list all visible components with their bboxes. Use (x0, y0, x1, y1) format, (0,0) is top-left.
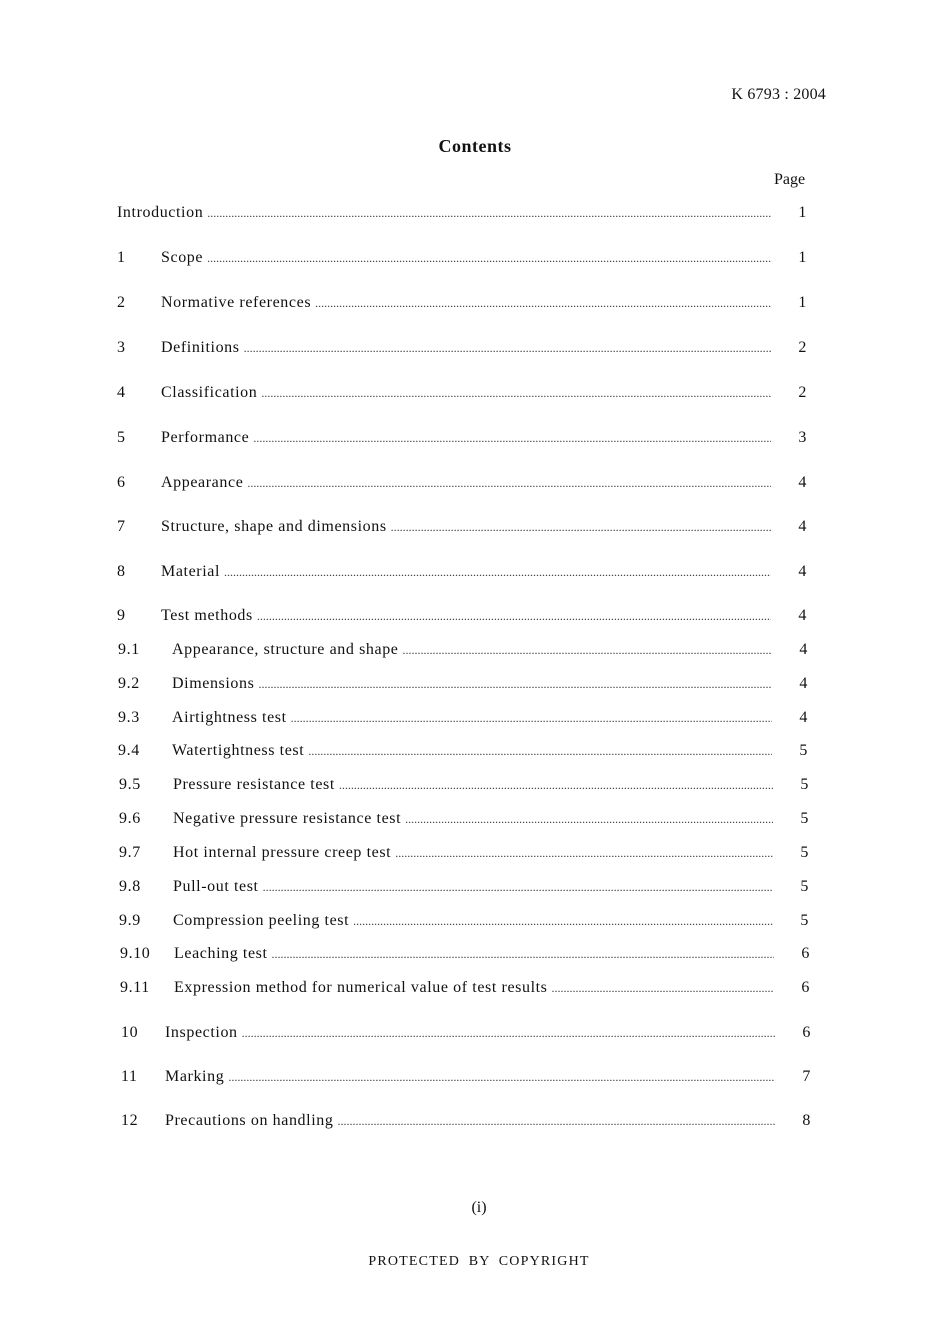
toc-entry-number: 9.11 (120, 979, 150, 996)
toc-entry-number: 9.5 (119, 776, 141, 793)
leader-dots (207, 247, 771, 269)
toc-entry-title: Performance (161, 429, 250, 446)
page-column-heading: Page (774, 171, 806, 188)
leader-dots (258, 673, 772, 695)
toc-entry-number: 9.1 (118, 641, 140, 658)
leader-dots (353, 910, 773, 932)
toc-entry-title: Precautions on handling (165, 1112, 334, 1129)
toc-entry-number: 1 (117, 249, 126, 266)
toc-entry-number: 10 (121, 1024, 139, 1041)
toc-entry-title: Leaching test (174, 945, 268, 962)
toc-entry (117, 561, 807, 583)
page-title: Contents (438, 136, 512, 156)
toc-entry-number: 8 (117, 563, 126, 580)
toc-entry-title: Marking (165, 1068, 225, 1085)
toc-entry-page: 4 (799, 641, 808, 658)
leader-dots (224, 561, 771, 583)
toc-entry-number: 9.6 (119, 810, 141, 827)
toc-entry-title: Test methods (161, 607, 253, 624)
toc-entry-page: 8 (802, 1112, 811, 1129)
toc-entry-title: Scope (161, 249, 204, 266)
toc-entry-number: 11 (121, 1068, 138, 1085)
leader-dots (257, 605, 771, 627)
toc-entry-number: 9.9 (119, 912, 141, 929)
toc-entry-page: 5 (800, 844, 809, 861)
toc-entry-title: Watertightness test (172, 742, 305, 759)
toc-entry-number: 9.7 (119, 844, 141, 861)
toc-entry-page: 7 (802, 1068, 811, 1085)
toc-entry-title: Definitions (161, 339, 240, 356)
toc-entry (117, 247, 807, 269)
leader-dots (308, 740, 772, 762)
toc-entry (120, 977, 810, 999)
toc-entry-page: 6 (802, 1024, 811, 1041)
toc-entry-number: 2 (117, 294, 126, 311)
toc-entry-number: 6 (117, 474, 126, 491)
toc-entry-number: 4 (117, 384, 126, 401)
toc-entry-page: 5 (800, 810, 809, 827)
toc-entry-title: Dimensions (172, 675, 255, 692)
toc-entry-page: 2 (798, 384, 807, 401)
toc-entry-page: 5 (800, 776, 809, 793)
toc-entry-title: Introduction (117, 204, 204, 221)
leader-dots (405, 808, 773, 830)
toc-entry (119, 808, 809, 830)
toc-entry-title: Expression method for numerical value of test results (174, 979, 548, 996)
leader-dots (391, 516, 771, 538)
toc-entry-page: 1 (798, 204, 807, 221)
toc-entry (117, 472, 807, 494)
toc-entry-number: 12 (121, 1112, 139, 1129)
toc-entry (118, 673, 808, 695)
leader-dots (253, 427, 771, 449)
toc-entry-page: 5 (799, 742, 808, 759)
toc-entry-title: Pull-out test (173, 878, 259, 895)
toc-entry (117, 427, 807, 449)
toc-entry-page: 4 (798, 563, 807, 580)
toc-entry-number: 9.8 (119, 878, 141, 895)
toc-entry-title: Appearance, structure and shape (172, 641, 399, 658)
leader-dots (291, 707, 772, 729)
toc-entry-page: 1 (798, 249, 807, 266)
toc-entry-number: 7 (117, 518, 126, 535)
leader-dots (552, 977, 775, 999)
toc-entry-title: Airtightness test (172, 709, 287, 726)
toc-entry-title: Appearance (161, 474, 244, 491)
leader-dots (244, 337, 771, 359)
toc-entry-title: Compression peeling test (173, 912, 350, 929)
toc-entry (118, 639, 808, 661)
toc-entry-title: Hot internal pressure creep test (173, 844, 392, 861)
leader-dots (337, 1110, 775, 1132)
toc-entry-number: 9.2 (118, 675, 140, 692)
leader-dots (339, 774, 773, 796)
leader-dots (207, 202, 771, 224)
copyright-notice: PROTECTED BY COPYRIGHT (368, 1254, 590, 1269)
toc-entry-title: Inspection (165, 1024, 238, 1041)
toc-entry (119, 842, 809, 864)
toc-entry-page: 5 (800, 912, 809, 929)
leader-dots (247, 472, 771, 494)
toc-entry (120, 943, 810, 965)
leader-dots (261, 382, 771, 404)
leader-dots (242, 1022, 775, 1044)
toc-entry-page: 4 (799, 709, 808, 726)
toc-entry-page: 4 (799, 675, 808, 692)
toc-entry (118, 740, 808, 762)
toc-entry-page: 2 (798, 339, 807, 356)
toc-entry (121, 1110, 811, 1132)
leader-dots (228, 1066, 775, 1088)
toc-entry-number: 9 (117, 607, 126, 624)
toc-entry-title: Pressure resistance test (173, 776, 335, 793)
toc-entry (117, 337, 807, 359)
toc-entry (121, 1022, 811, 1044)
toc-entry-title: Classification (161, 384, 258, 401)
toc-entry-number: 9.3 (118, 709, 140, 726)
toc-entry-title: Structure, shape and dimensions (161, 518, 387, 535)
toc-entry-page: 6 (801, 945, 810, 962)
toc-entry-page: 1 (798, 294, 807, 311)
leader-dots (315, 292, 771, 314)
page-number: (i) (471, 1199, 487, 1216)
toc-entry (117, 516, 807, 538)
toc-entry-page: 4 (798, 518, 807, 535)
toc-entry-title: Normative references (161, 294, 312, 311)
leader-dots (263, 876, 773, 898)
leader-dots (395, 842, 773, 864)
leader-dots (403, 639, 773, 661)
toc-entry-number: 9.4 (118, 742, 140, 759)
toc-entry-title: Material (161, 563, 220, 580)
toc-entry (121, 1066, 811, 1088)
toc-entry (117, 382, 807, 404)
toc-entry-title: Negative pressure resistance test (173, 810, 402, 827)
toc-entry-page: 4 (798, 607, 807, 624)
toc-entry (117, 292, 807, 314)
toc-entry-page: 4 (798, 474, 807, 491)
toc-entry (119, 876, 809, 898)
toc-entry (118, 707, 808, 729)
document-code: K 6793 : 2004 (731, 86, 826, 103)
toc-entry (119, 910, 809, 932)
toc-entry (117, 605, 807, 627)
toc-entry-page: 6 (801, 979, 810, 996)
toc-entry-number: 5 (117, 429, 126, 446)
toc-entry-number: 3 (117, 339, 126, 356)
toc-entry-page: 3 (798, 429, 807, 446)
toc-entry (117, 202, 807, 224)
toc-entry-number: 9.10 (120, 945, 151, 962)
toc-entry-page: 5 (800, 878, 809, 895)
leader-dots (272, 943, 774, 965)
toc-entry (119, 774, 809, 796)
